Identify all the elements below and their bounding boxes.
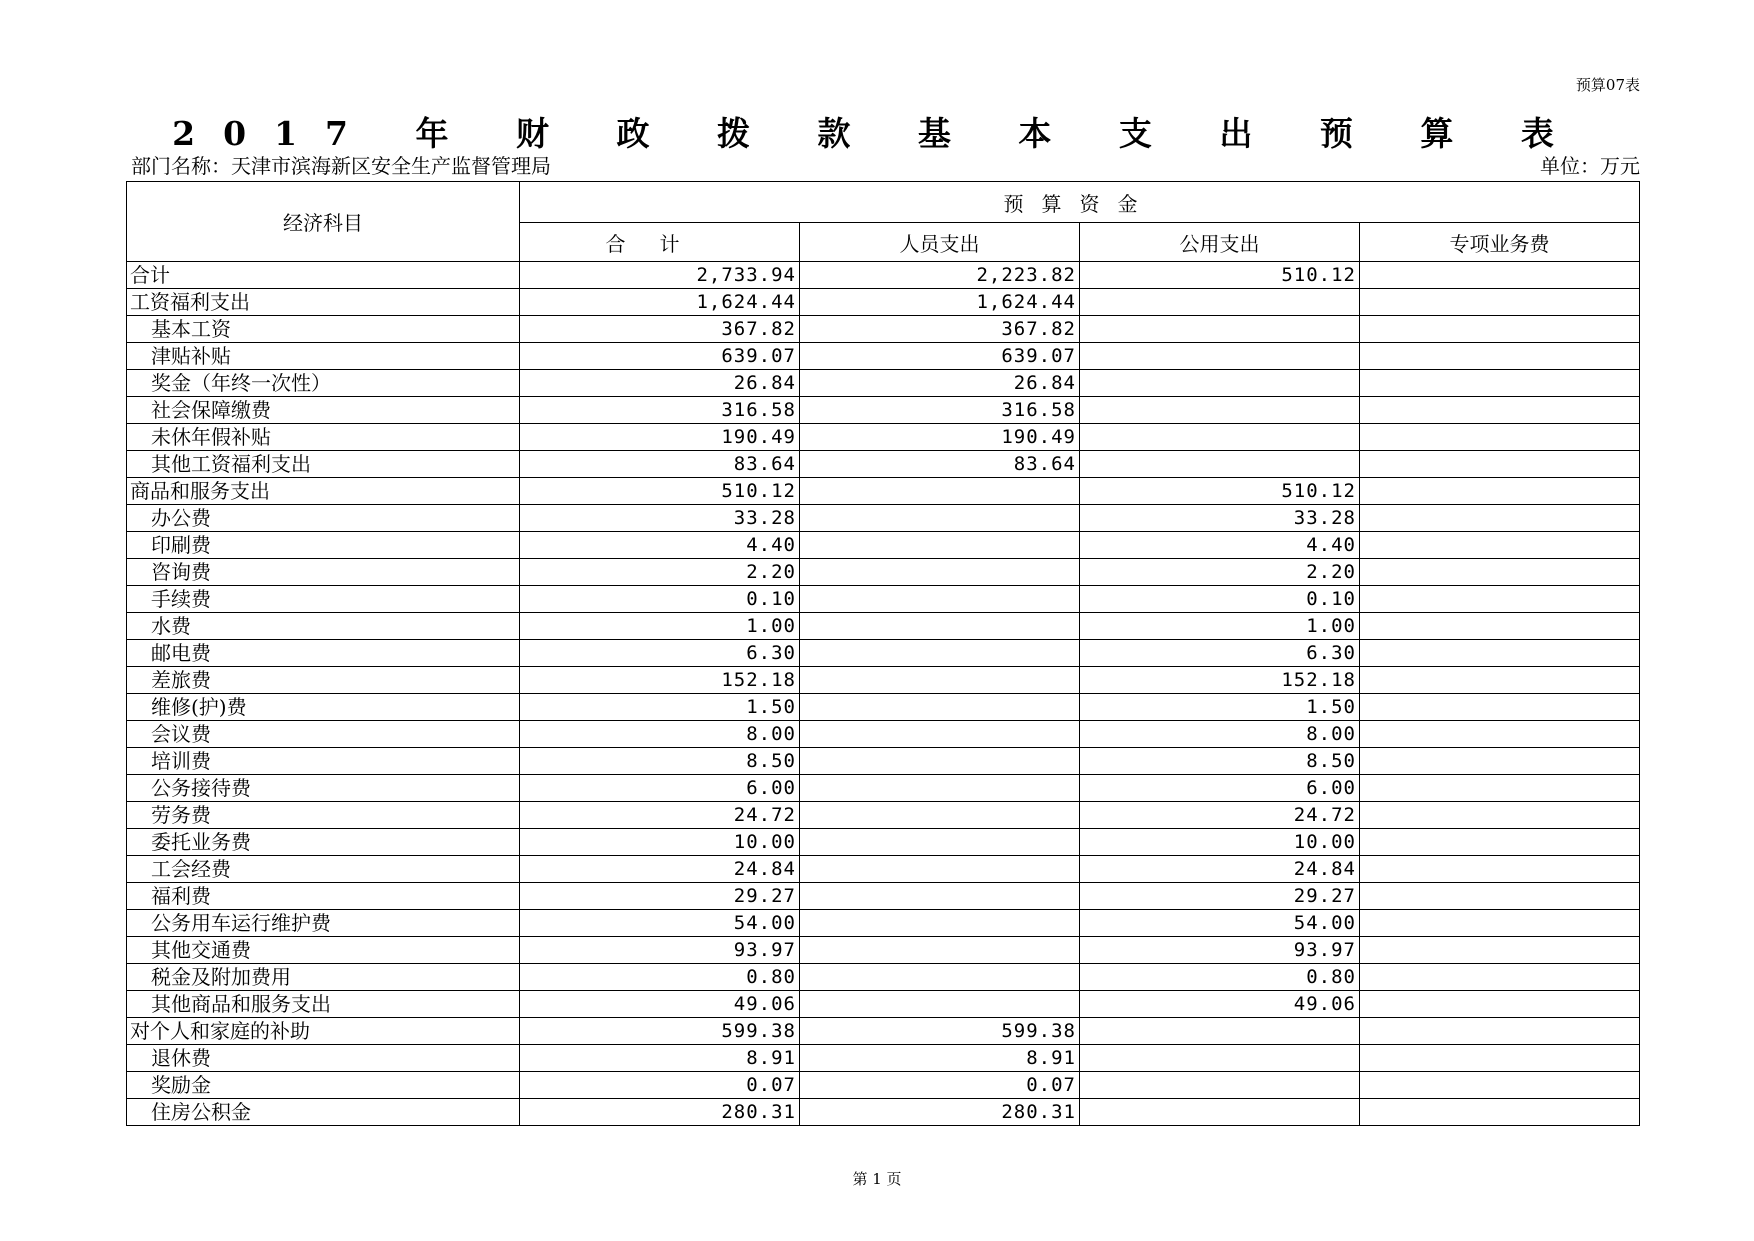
economic-item-cell: 社会保障缴费 xyxy=(127,397,520,424)
economic-item-cell: 咨询费 xyxy=(127,559,520,586)
public-cell xyxy=(1080,451,1360,478)
economic-item-cell: 工会经费 xyxy=(127,856,520,883)
total-cell: 93.97 xyxy=(520,937,800,964)
public-cell: 1.50 xyxy=(1080,694,1360,721)
public-cell: 54.00 xyxy=(1080,910,1360,937)
public-cell: 29.27 xyxy=(1080,883,1360,910)
personnel-cell: 367.82 xyxy=(800,316,1080,343)
economic-item-cell: 奖金（年终一次性） xyxy=(127,370,520,397)
public-cell: 8.50 xyxy=(1080,748,1360,775)
public-cell: 1.00 xyxy=(1080,613,1360,640)
special-cell xyxy=(1360,289,1640,316)
table-row xyxy=(127,856,1640,883)
table-header xyxy=(127,182,1640,262)
personnel-cell xyxy=(800,748,1080,775)
table-row xyxy=(127,640,1640,667)
personnel-cell xyxy=(800,883,1080,910)
total-cell: 8.00 xyxy=(520,721,800,748)
total-cell: 367.82 xyxy=(520,316,800,343)
public-cell: 24.84 xyxy=(1080,856,1360,883)
personnel-cell xyxy=(800,505,1080,532)
special-cell xyxy=(1360,316,1640,343)
table-body xyxy=(127,262,1640,1126)
table-row xyxy=(127,424,1640,451)
public-cell xyxy=(1080,289,1360,316)
total-cell: 1.50 xyxy=(520,694,800,721)
personnel-cell xyxy=(800,910,1080,937)
economic-item-cell: 维修(护)费 xyxy=(127,694,520,721)
personnel-cell: 599.38 xyxy=(800,1018,1080,1045)
special-cell xyxy=(1360,910,1640,937)
total-cell: 316.58 xyxy=(520,397,800,424)
special-cell xyxy=(1360,343,1640,370)
special-cell xyxy=(1360,937,1640,964)
personnel-cell xyxy=(800,937,1080,964)
economic-item-cell: 税金及附加费用 xyxy=(127,964,520,991)
special-cell xyxy=(1360,829,1640,856)
table-row xyxy=(127,397,1640,424)
economic-item-cell: 公务用车运行维护费 xyxy=(127,910,520,937)
economic-item-cell: 培训费 xyxy=(127,748,520,775)
economic-item-cell: 对个人和家庭的补助 xyxy=(127,1018,520,1045)
header-public: 公用支出 xyxy=(1080,223,1360,262)
personnel-cell: 83.64 xyxy=(800,451,1080,478)
personnel-cell: 8.91 xyxy=(800,1045,1080,1072)
page-number: 第 1 页 xyxy=(852,1170,902,1188)
page-title: 2017 年 财 政 拨 款 基 本 支 出 预 算 表 xyxy=(172,114,1582,153)
special-cell xyxy=(1360,802,1640,829)
public-cell: 0.10 xyxy=(1080,586,1360,613)
special-cell xyxy=(1360,964,1640,991)
total-cell: 29.27 xyxy=(520,883,800,910)
special-cell xyxy=(1360,505,1640,532)
public-cell: 510.12 xyxy=(1080,262,1360,289)
public-cell xyxy=(1080,316,1360,343)
table-row xyxy=(127,478,1640,505)
special-cell xyxy=(1360,721,1640,748)
table-row xyxy=(127,667,1640,694)
header-personnel: 人员支出 xyxy=(800,223,1080,262)
economic-item-cell: 基本工资 xyxy=(127,316,520,343)
economic-item-cell: 公务接待费 xyxy=(127,775,520,802)
special-cell xyxy=(1360,586,1640,613)
total-cell: 4.40 xyxy=(520,532,800,559)
economic-item-cell: 退休费 xyxy=(127,1045,520,1072)
public-cell: 510.12 xyxy=(1080,478,1360,505)
personnel-cell xyxy=(800,694,1080,721)
public-cell: 6.30 xyxy=(1080,640,1360,667)
table-row xyxy=(127,451,1640,478)
total-cell: 0.07 xyxy=(520,1072,800,1099)
economic-item-cell: 未休年假补贴 xyxy=(127,424,520,451)
total-cell: 54.00 xyxy=(520,910,800,937)
public-cell: 24.72 xyxy=(1080,802,1360,829)
public-cell: 4.40 xyxy=(1080,532,1360,559)
public-cell: 93.97 xyxy=(1080,937,1360,964)
personnel-cell xyxy=(800,721,1080,748)
special-cell xyxy=(1360,991,1640,1018)
economic-item-cell: 奖励金 xyxy=(127,1072,520,1099)
header-budget-funds: 预算资金 xyxy=(520,182,1640,223)
table-row xyxy=(127,586,1640,613)
public-cell: 8.00 xyxy=(1080,721,1360,748)
total-cell: 24.84 xyxy=(520,856,800,883)
table-row xyxy=(127,1099,1640,1126)
public-cell: 33.28 xyxy=(1080,505,1360,532)
economic-item-cell: 其他商品和服务支出 xyxy=(127,991,520,1018)
table-row xyxy=(127,1018,1640,1045)
total-cell: 0.10 xyxy=(520,586,800,613)
table-row xyxy=(127,910,1640,937)
personnel-cell xyxy=(800,775,1080,802)
special-cell xyxy=(1360,559,1640,586)
special-cell xyxy=(1360,1099,1640,1126)
economic-item-cell: 水费 xyxy=(127,613,520,640)
table-row xyxy=(127,370,1640,397)
table-row xyxy=(127,694,1640,721)
total-cell: 2.20 xyxy=(520,559,800,586)
total-cell: 33.28 xyxy=(520,505,800,532)
economic-item-cell: 福利费 xyxy=(127,883,520,910)
total-cell: 83.64 xyxy=(520,451,800,478)
table-row xyxy=(127,289,1640,316)
public-cell: 152.18 xyxy=(1080,667,1360,694)
personnel-cell xyxy=(800,640,1080,667)
special-cell xyxy=(1360,640,1640,667)
personnel-cell: 190.49 xyxy=(800,424,1080,451)
table-row xyxy=(127,1072,1640,1099)
personnel-cell: 316.58 xyxy=(800,397,1080,424)
total-cell: 26.84 xyxy=(520,370,800,397)
total-cell: 0.80 xyxy=(520,964,800,991)
total-cell: 6.00 xyxy=(520,775,800,802)
unit-label: 单位：万元 xyxy=(1540,154,1640,178)
total-cell: 6.30 xyxy=(520,640,800,667)
table-row xyxy=(127,829,1640,856)
personnel-cell xyxy=(800,532,1080,559)
special-cell xyxy=(1360,1018,1640,1045)
budget-table xyxy=(126,181,1640,1126)
total-cell: 2,733.94 xyxy=(520,262,800,289)
economic-item-cell: 差旅费 xyxy=(127,667,520,694)
special-cell xyxy=(1360,613,1640,640)
table-row xyxy=(127,262,1640,289)
total-cell: 8.91 xyxy=(520,1045,800,1072)
total-cell: 639.07 xyxy=(520,343,800,370)
table-row xyxy=(127,748,1640,775)
personnel-cell: 0.07 xyxy=(800,1072,1080,1099)
economic-item-cell: 合计 xyxy=(127,262,520,289)
economic-item-cell: 其他交通费 xyxy=(127,937,520,964)
special-cell xyxy=(1360,775,1640,802)
personnel-cell xyxy=(800,991,1080,1018)
special-cell xyxy=(1360,1072,1640,1099)
economic-item-cell: 住房公积金 xyxy=(127,1099,520,1126)
public-cell: 10.00 xyxy=(1080,829,1360,856)
table-row xyxy=(127,775,1640,802)
public-cell xyxy=(1080,370,1360,397)
special-cell xyxy=(1360,478,1640,505)
personnel-cell: 2,223.82 xyxy=(800,262,1080,289)
total-cell: 190.49 xyxy=(520,424,800,451)
header-economic-item: 经济科目 xyxy=(127,182,520,262)
table-row xyxy=(127,532,1640,559)
table-row xyxy=(127,991,1640,1018)
public-cell xyxy=(1080,397,1360,424)
economic-item-cell: 津贴补贴 xyxy=(127,343,520,370)
total-cell: 152.18 xyxy=(520,667,800,694)
personnel-cell xyxy=(800,856,1080,883)
personnel-cell: 639.07 xyxy=(800,343,1080,370)
special-cell xyxy=(1360,856,1640,883)
total-cell: 1,624.44 xyxy=(520,289,800,316)
personnel-cell xyxy=(800,559,1080,586)
economic-item-cell: 工资福利支出 xyxy=(127,289,520,316)
economic-item-cell: 商品和服务支出 xyxy=(127,478,520,505)
economic-item-cell: 邮电费 xyxy=(127,640,520,667)
table-row xyxy=(127,721,1640,748)
economic-item-cell: 委托业务费 xyxy=(127,829,520,856)
special-cell xyxy=(1360,397,1640,424)
personnel-cell: 26.84 xyxy=(800,370,1080,397)
personnel-cell: 1,624.44 xyxy=(800,289,1080,316)
public-cell: 6.00 xyxy=(1080,775,1360,802)
total-cell: 49.06 xyxy=(520,991,800,1018)
personnel-cell xyxy=(800,613,1080,640)
table-row xyxy=(127,343,1640,370)
special-cell xyxy=(1360,883,1640,910)
public-cell xyxy=(1080,424,1360,451)
personnel-cell: 280.31 xyxy=(800,1099,1080,1126)
form-code: 预算07表 xyxy=(1575,76,1640,94)
special-cell xyxy=(1360,262,1640,289)
public-cell xyxy=(1080,1099,1360,1126)
special-cell xyxy=(1360,667,1640,694)
table-row xyxy=(127,316,1640,343)
table-row xyxy=(127,964,1640,991)
personnel-cell xyxy=(800,829,1080,856)
special-cell xyxy=(1360,451,1640,478)
department-name: 部门名称：天津市滨海新区安全生产监督管理局 xyxy=(131,154,551,178)
total-cell: 510.12 xyxy=(520,478,800,505)
table-row xyxy=(127,559,1640,586)
public-cell xyxy=(1080,343,1360,370)
header-total: 合计 xyxy=(520,223,800,262)
total-cell: 599.38 xyxy=(520,1018,800,1045)
economic-item-cell: 办公费 xyxy=(127,505,520,532)
table-row xyxy=(127,883,1640,910)
special-cell xyxy=(1360,424,1640,451)
economic-item-cell: 印刷费 xyxy=(127,532,520,559)
economic-item-cell: 手续费 xyxy=(127,586,520,613)
total-cell: 8.50 xyxy=(520,748,800,775)
economic-item-cell: 劳务费 xyxy=(127,802,520,829)
personnel-cell xyxy=(800,667,1080,694)
table-row xyxy=(127,613,1640,640)
public-cell xyxy=(1080,1072,1360,1099)
personnel-cell xyxy=(800,964,1080,991)
special-cell xyxy=(1360,532,1640,559)
total-cell: 10.00 xyxy=(520,829,800,856)
total-cell: 24.72 xyxy=(520,802,800,829)
special-cell xyxy=(1360,694,1640,721)
table-row xyxy=(127,937,1640,964)
total-cell: 280.31 xyxy=(520,1099,800,1126)
personnel-cell xyxy=(800,802,1080,829)
personnel-cell xyxy=(800,478,1080,505)
table-row xyxy=(127,505,1640,532)
table-row xyxy=(127,1045,1640,1072)
public-cell: 2.20 xyxy=(1080,559,1360,586)
economic-item-cell: 会议费 xyxy=(127,721,520,748)
special-cell xyxy=(1360,1045,1640,1072)
header-special: 专项业务费 xyxy=(1360,223,1640,262)
economic-item-cell: 其他工资福利支出 xyxy=(127,451,520,478)
personnel-cell xyxy=(800,586,1080,613)
public-cell: 0.80 xyxy=(1080,964,1360,991)
table-row xyxy=(127,802,1640,829)
special-cell xyxy=(1360,370,1640,397)
total-cell: 1.00 xyxy=(520,613,800,640)
special-cell xyxy=(1360,748,1640,775)
public-cell xyxy=(1080,1045,1360,1072)
public-cell xyxy=(1080,1018,1360,1045)
public-cell: 49.06 xyxy=(1080,991,1360,1018)
